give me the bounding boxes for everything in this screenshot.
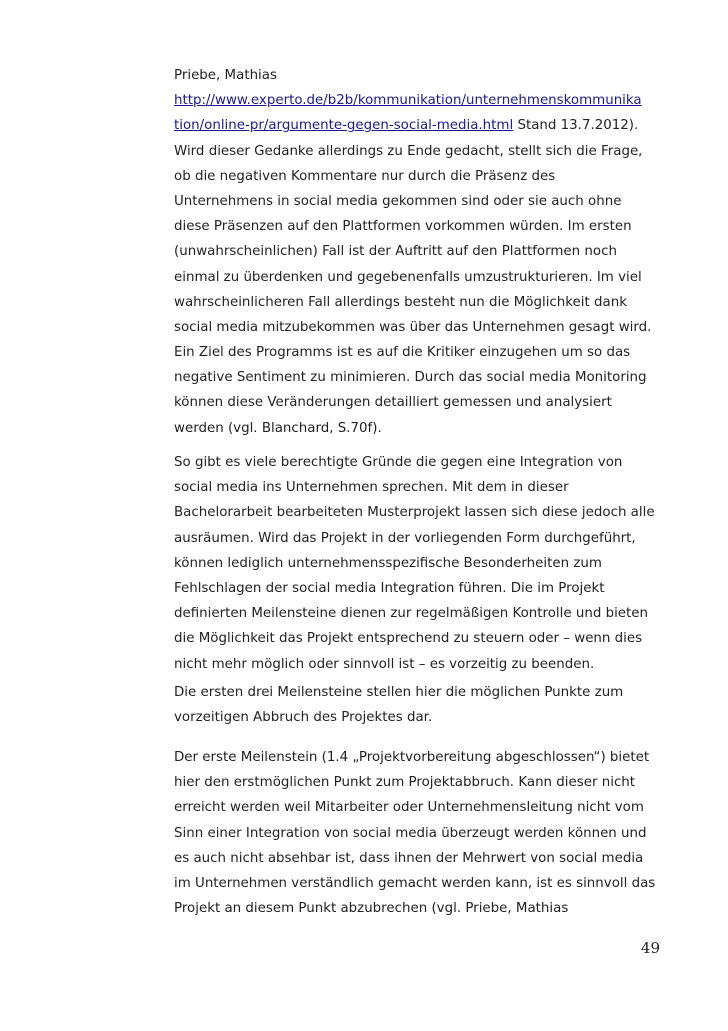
text-segment: social media ins Unternehmen sprechen. Mit dem in dieser — [174, 480, 569, 496]
text-segment: Bachelorarbeit bearbeiteten Musterprojekt lassen sich diese jedoch alle — [174, 505, 655, 521]
text-segment: können diese Veränderungen detailliert gemessen und analysiert — [174, 395, 612, 411]
text-segment: diese Präsenzen auf den Plattformen vorkommen würden. Im ersten — [174, 219, 632, 235]
text-segment: Ein Ziel des Programms ist es auf die Kritiker einzugehen um so das — [174, 345, 631, 361]
paragraph-first-milestone-detail — [174, 745, 666, 921]
text-line — [174, 416, 666, 441]
text-line — [174, 652, 666, 677]
reference-link[interactable]: http://www.experto.de/b2b/kommunikation/unternehmenskommunika — [174, 93, 642, 109]
text-segment: es auch nicht absehbar ist, dass ihnen der Mehrwert von social media — [174, 850, 644, 866]
text-segment: negative Sentiment zu minimieren. Durch das social media Monitoring — [174, 370, 647, 386]
text-line — [174, 315, 666, 340]
text-line — [174, 239, 666, 264]
text-line — [174, 896, 666, 921]
text-line — [174, 340, 666, 365]
text-segment: Stand 13.7.2012). — [513, 118, 639, 134]
text-line — [174, 390, 666, 415]
text-segment: Sinn einer Integration von social media überzeugt werden können und — [174, 825, 647, 841]
text-line — [174, 745, 666, 770]
paragraph-reasons-against-integration — [174, 450, 666, 677]
text-line — [174, 601, 666, 626]
text-line — [174, 88, 666, 113]
text-segment: erreicht werden weil Mitarbeiter oder Unternehmensleitung nicht vom — [174, 800, 644, 816]
text-segment: ausräumen. Wird das Projekt in der vorliegenden Form durchgeführt, — [174, 530, 636, 546]
text-line — [174, 365, 666, 390]
text-line — [174, 164, 666, 189]
text-segment: Priebe, Mathias — [174, 68, 277, 83]
text-line — [174, 680, 666, 705]
text-segment: Unternehmens in social media gekommen sind oder sie auch ohne — [174, 193, 622, 209]
text-segment: Wird dieser Gedanke allerdings zu Ende gedacht, stellt sich die Frage, — [174, 143, 643, 159]
text-line — [174, 526, 666, 551]
text-segment: die Möglichkeit das Projekt entsprechend zu steuern oder – wenn dies — [174, 631, 643, 647]
text-line — [174, 821, 666, 846]
text-line — [174, 551, 666, 576]
reference-link[interactable]: tion/online-pr/argumente-gegen-social-media.html — [174, 118, 514, 134]
text-segment: So gibt es viele berechtigte Gründe die gegen eine Integration von — [174, 455, 623, 470]
text-line — [174, 626, 666, 651]
text-segment: im Unternehmen verständlich gemacht werden kann, ist es sinnvoll das — [174, 875, 656, 891]
text-segment: wahrscheinlicheren Fall allerdings besteht nun die Möglichkeit dank — [174, 294, 627, 310]
text-segment: Projekt an diesem Punkt abzubrechen (vgl. Priebe, Mathias — [174, 901, 569, 917]
text-segment: können lediglich unternehmensspezifische Besonderheiten zum — [174, 555, 602, 571]
text-line — [174, 846, 666, 871]
text-segment: nicht mehr möglich oder sinnvoll ist – es vorzeitig zu beenden. — [174, 656, 595, 672]
text-segment: vorzeitigen Abbruch des Projektes dar. — [174, 710, 433, 726]
paragraph-references-and-sentiment — [174, 63, 666, 441]
text-segment: ob die negativen Kommentare nur durch die Präsenz des — [174, 168, 556, 184]
text-line — [174, 770, 666, 795]
text-line — [174, 576, 666, 601]
text-line — [174, 500, 666, 525]
text-segment: werden (vgl. Blanchard, S.70f). — [174, 420, 382, 436]
text-segment: (unwahrscheinlichen) Fall ist der Auftritt auf den Plattformen noch — [174, 244, 617, 260]
text-line — [174, 214, 666, 239]
text-line — [174, 450, 666, 475]
text-line — [174, 113, 666, 138]
page-number: 49 — [640, 939, 660, 957]
text-line — [174, 189, 666, 214]
text-segment: definierten Meilensteine dienen zur regelmäßigen Kontrolle und bieten — [174, 606, 649, 622]
text-line — [174, 265, 666, 290]
text-line — [174, 795, 666, 820]
text-segment: Der erste Meilenstein (1.4 „Projektvorbereitung abgeschlossen“) bietet — [174, 750, 650, 765]
text-line — [174, 290, 666, 315]
text-line — [174, 63, 666, 88]
text-line — [174, 871, 666, 896]
text-line — [174, 475, 666, 500]
text-segment: einmal zu überdenken und gegebenenfalls umzustrukturieren. Im viel — [174, 269, 642, 285]
text-segment: social media mitzubekommen was über das Unternehmen gesagt wird. — [174, 319, 652, 335]
text-line — [174, 705, 666, 730]
paragraph-first-milestones — [174, 680, 666, 730]
text-segment: Fehlschlagen der social media Integration führen. Die im Projekt — [174, 580, 605, 596]
text-line — [174, 139, 666, 164]
text-segment: Die ersten drei Meilensteine stellen hier die möglichen Punkte zum — [174, 685, 624, 700]
text-segment: hier den erstmöglichen Punkt zum Projektabbruch. Kann dieser nicht — [174, 775, 636, 791]
